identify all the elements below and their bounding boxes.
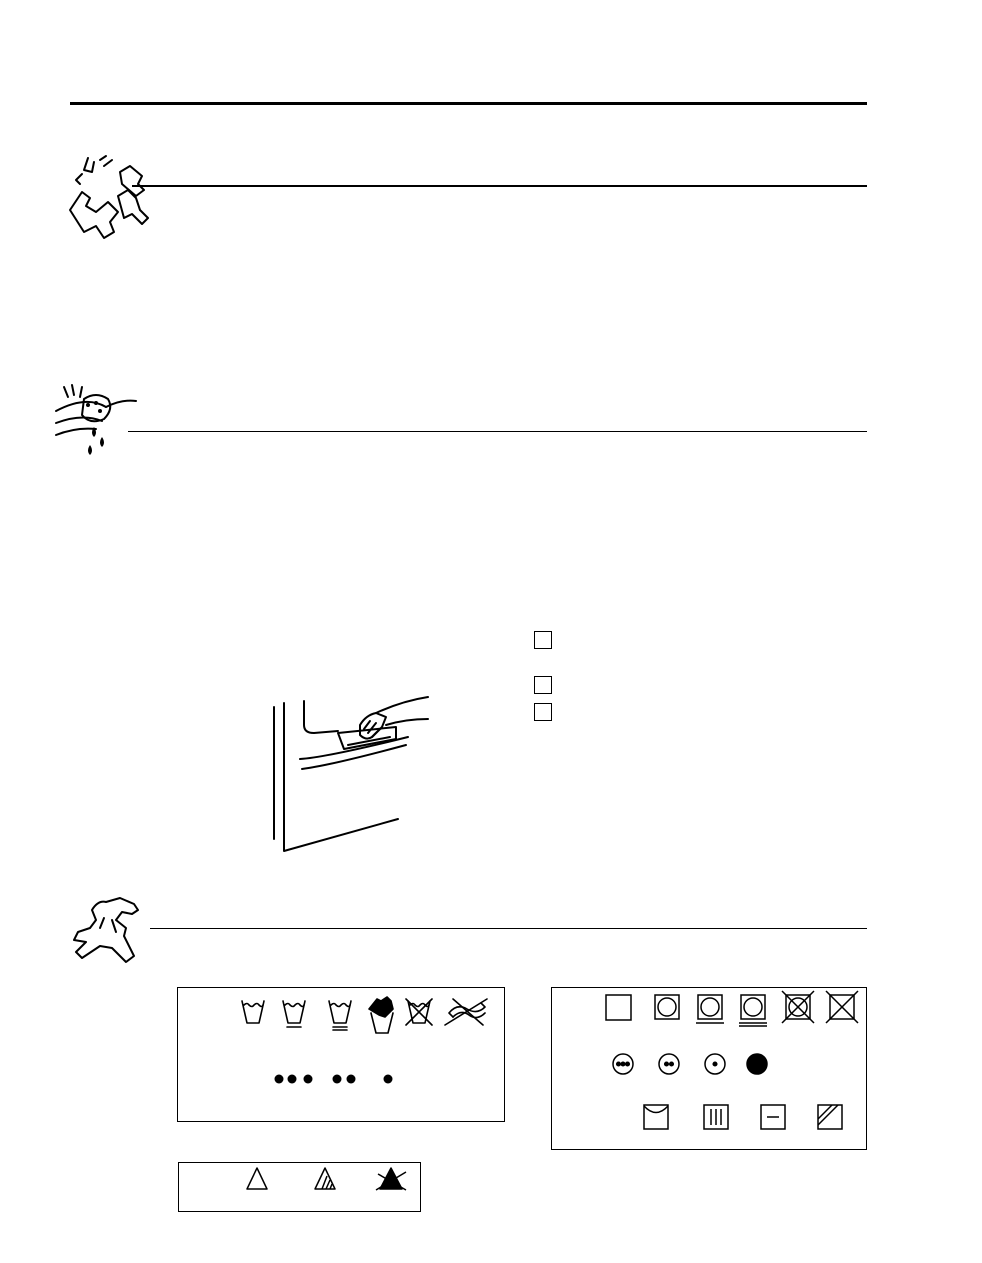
do-not-tumble-dry-icon	[782, 991, 814, 1023]
checkbox-option-1[interactable]	[534, 631, 552, 649]
checkbox-option-2[interactable]	[534, 676, 552, 694]
do-not-dry-icon	[826, 991, 858, 1023]
washing-symbols	[177, 987, 505, 1122]
garment-icon	[66, 896, 148, 970]
section-sorting-rule	[132, 185, 867, 187]
bleach-triangle-icon	[247, 1168, 267, 1189]
drip-dry-icon	[704, 1105, 728, 1129]
hand-wash-icon	[369, 997, 393, 1033]
page-top-rule	[70, 102, 867, 105]
tumble-dry-square-icon	[606, 995, 631, 1020]
bleach-symbols	[178, 1162, 421, 1212]
wash-tub-gentle-icon	[283, 1001, 305, 1027]
dry-flat-icon	[761, 1105, 785, 1129]
section-stain-rule	[128, 431, 867, 432]
do-not-bleach-icon	[376, 1168, 406, 1190]
sponge-drip-icon	[50, 383, 140, 468]
wash-tub-icon	[242, 1001, 264, 1023]
dots-3	[275, 1075, 284, 1084]
tumble-dry-delicate-icon	[739, 995, 767, 1026]
drying-symbols	[551, 987, 867, 1150]
do-not-wring-icon	[445, 999, 487, 1025]
low-heat-icon	[705, 1054, 725, 1074]
detergent-drawer-illustration	[268, 695, 438, 857]
line-dry-icon	[644, 1105, 668, 1129]
tumble-dry-icon	[655, 995, 679, 1019]
dots-2	[333, 1075, 342, 1084]
no-heat-icon	[747, 1054, 767, 1074]
temperature-dots	[275, 1075, 393, 1084]
tumble-dry-gentle-icon	[696, 995, 724, 1023]
laundry-pile-icon	[60, 150, 155, 240]
dry-in-shade-icon	[818, 1105, 842, 1129]
medium-heat-icon	[659, 1054, 679, 1074]
checkbox-option-3[interactable]	[534, 703, 552, 721]
chlorine-free-bleach-icon	[315, 1168, 335, 1189]
high-heat-icon	[613, 1054, 633, 1074]
wash-tub-delicate-icon	[329, 1001, 351, 1030]
do-not-wash-icon	[406, 999, 432, 1025]
section-care-rule	[150, 928, 867, 929]
dots-1	[384, 1075, 393, 1084]
